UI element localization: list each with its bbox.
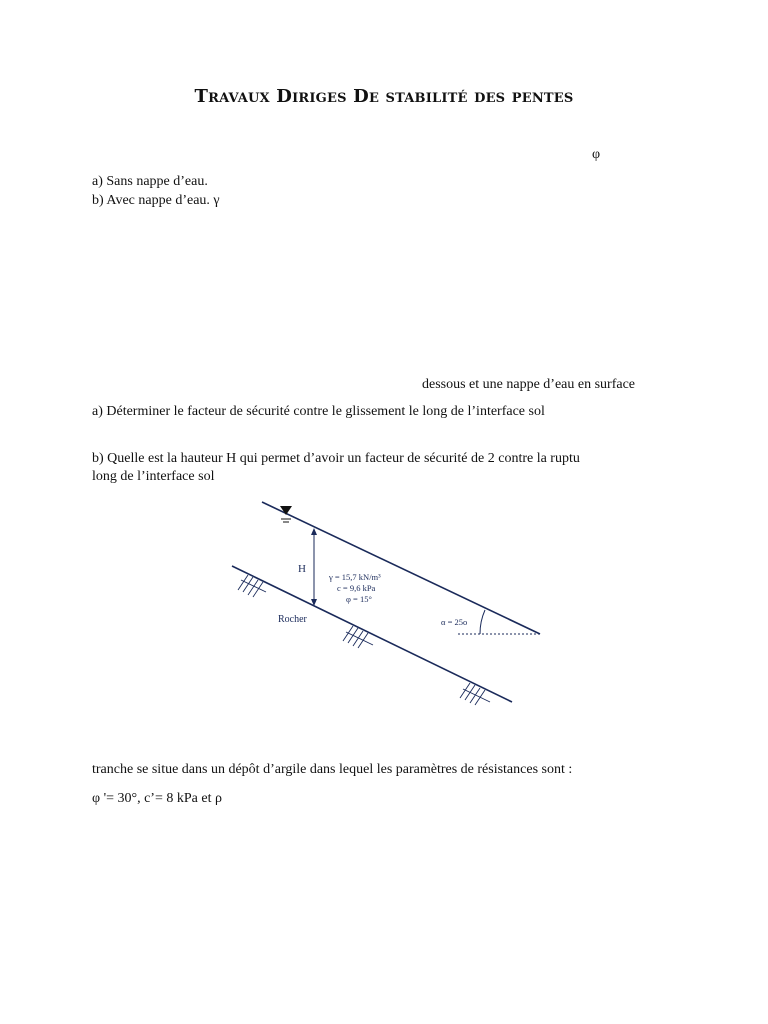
question-a-no-water: a) Sans nappe d’eau. [92,174,208,189]
exercise2-question-b-line1: b) Quelle est la hauteur H qui permet d’avoir un facteur de sécurité de 2 contre la ruptu [92,451,580,466]
slope-diagram [228,492,548,712]
exercise2-intro: dessous et une nappe d’eau en surface [422,377,636,392]
rock-label: Rocher [278,614,307,625]
slope-angle-label: α = 25o [441,617,468,627]
phi-symbol: φ [592,147,601,162]
question-b-with-water: b) Avec nappe d’eau. γ [92,193,220,208]
rock-hatching-3 [460,683,490,705]
friction-angle-label: φ = 15° [346,594,372,604]
slope-figure [228,492,548,717]
height-arrow-top [311,528,317,535]
cohesion-label: c = 9,6 kPa [337,583,376,593]
height-label: H [298,563,306,575]
water-table-icon [280,506,292,515]
unit-weight-label: γ = 15,7 kN/m³ [329,572,381,582]
rock-hatching-1 [238,575,266,597]
exercise2-question-a: a) Déterminer le facteur de sécurité contre le glissement le long de l’interface sol [92,404,545,419]
exercise2-question-b-line2: long de l’interface sol [92,469,215,484]
exercise3-parameters: φ '= 30°, c’= 8 kPa et ρ [92,791,222,806]
exercise3-intro: tranche se situe dans un dépôt d’argile dans lequel les paramètres de résistances sont : [92,762,573,777]
rock-hatching-2 [343,626,373,648]
slope-angle-arc [480,610,485,634]
page-title: Travaux Diriges De stabilité des pentes [194,86,574,107]
